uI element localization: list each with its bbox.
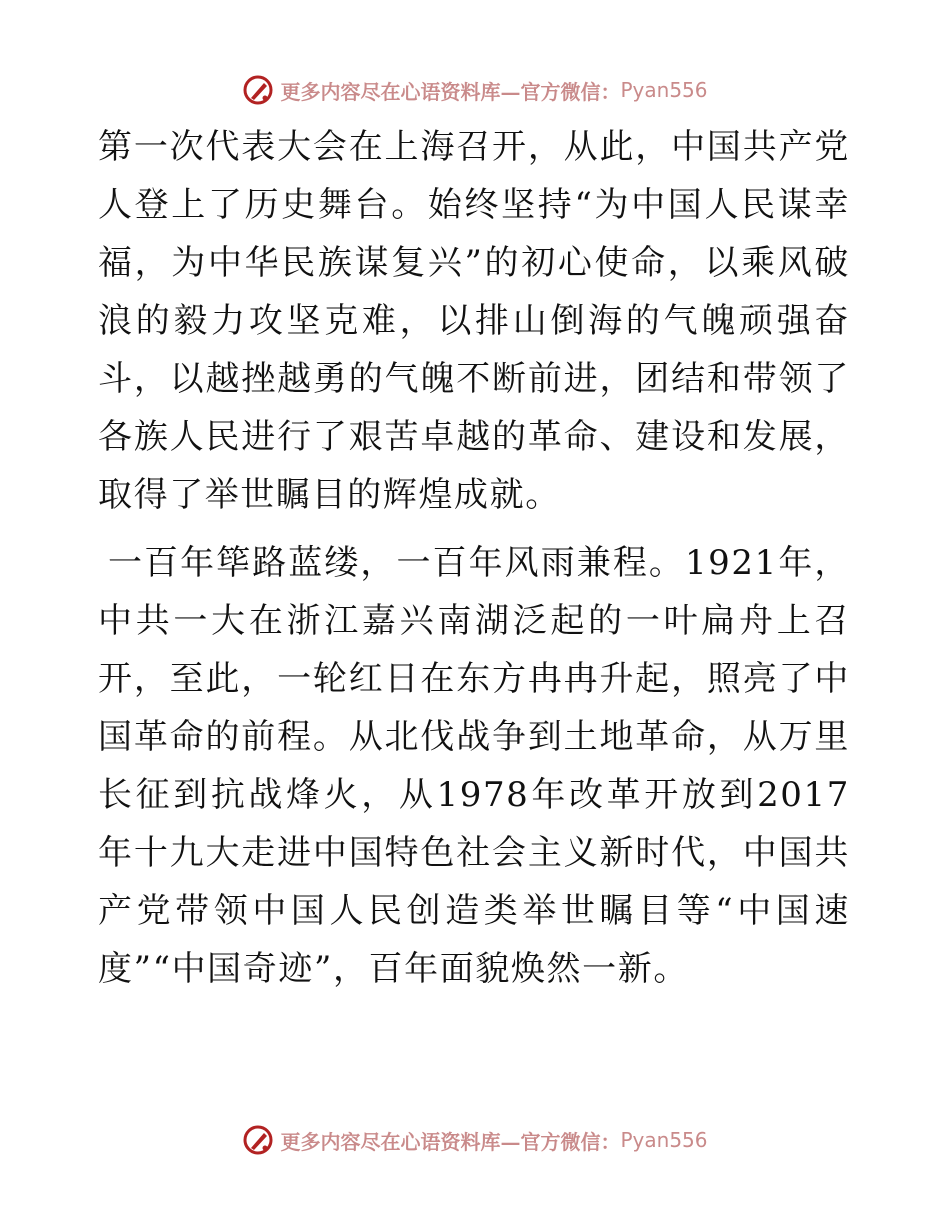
watermark-wechat-id: Pyan556 [620, 1128, 708, 1152]
pen-logo-icon [242, 74, 274, 106]
paragraph-2: 一百年筚路蓝缕，一百年风雨兼程。1921年，中共一大在浙江嘉兴南湖泛起的一叶扁舟上召开，至此，一轮红日在东方冉冉升起，照亮了中国革命的前程。从北伐战争到土地革命，从万里长征到抗战烽火，从1978年改革开放到2017年十九大走进中国特色社会主义新时代，中国共产党带领中国人民创造类举世瞩目等“中国速度”“中国奇迹”，百年面貌焕然一新。 [98, 543, 850, 989]
watermark-wechat-id: Pyan556 [620, 78, 708, 102]
pen-logo-icon [242, 1124, 274, 1156]
document-body [98, 118, 850, 998]
watermark-text: 更多内容尽在心语资料库—官方微信： [280, 1129, 621, 1154]
footer-watermark [0, 1120, 950, 1160]
paragraph-1: 第一次代表大会在上海召开，从此，中国共产党人登上了历史舞台。始终坚持“为中国人民谋幸福，为中华民族谋复兴”的初心使命，以乘风破浪的毅力攻坚克难，以排山倒海的气魄顽强奋斗，以越挫越勇的气魄不断前进，团结和带领了各族人民进行了艰苦卓越的革命、建设和发展，取得了举世瞩目的辉煌成就。 [98, 127, 850, 515]
header-watermark [0, 70, 950, 110]
watermark-text: 更多内容尽在心语资料库—官方微信： [280, 79, 621, 104]
